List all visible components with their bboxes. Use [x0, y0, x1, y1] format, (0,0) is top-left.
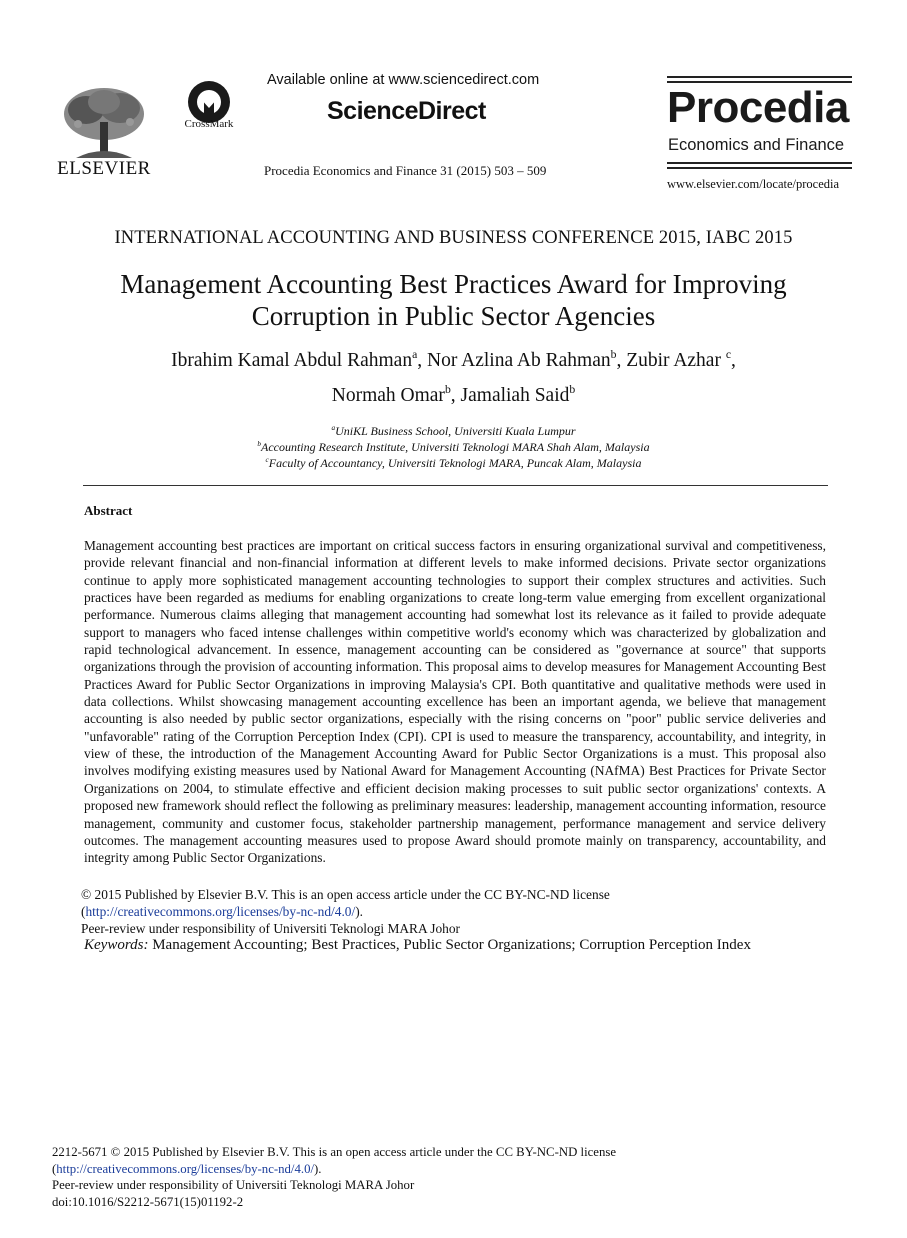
- author-2-affil: b: [610, 347, 617, 361]
- abstract-heading: Abstract: [84, 503, 133, 518]
- authors-line-2: Normah Omar$^b$, Jamaliah Said$^b$: [331, 382, 576, 406]
- keywords: [84, 937, 751, 954]
- crossmark-label: CrossMark: [184, 118, 234, 130]
- journal-reference: Procedia Economics and Finance 31 (2015) 503 – 509: [264, 163, 547, 178]
- title-line-1: Management Accounting Best Practices Award for Improving: [120, 269, 787, 299]
- author-4: Normah Omar: [331, 385, 445, 406]
- footer-link-line: (http://creativecommons.org/licenses/by-nc-nd/4.0/).: [52, 1161, 322, 1176]
- procedia-bottom-rule-2: [667, 167, 852, 169]
- peer-review-line: Peer-review under responsibility of Universiti Teknologi MARA Johor: [81, 921, 461, 936]
- affiliation-b: $^b$Accounting Research Institute, Universiti Teknologi MARA Shah Alam, Malaysia: [257, 439, 650, 454]
- procedia-top-rule-1: [667, 76, 852, 78]
- footer-peer-review: Peer-review under responsibility of Universiti Teknologi MARA Johor: [52, 1178, 415, 1192]
- affiliation-a: $^a$UniKL Business School, Universiti Kuala Lumpur: [331, 423, 576, 438]
- footer-license-link[interactable]: http://creativecommons.org/licenses/by-nc-nd/4.0/: [56, 1161, 315, 1176]
- author-4-affil: b: [444, 382, 451, 396]
- elsevier-wordmark: ELSEVIER: [57, 158, 151, 179]
- author-5-affil: b: [569, 382, 576, 396]
- procedia-bottom-rule-1: [667, 162, 852, 164]
- footer-doi[interactable]: doi:10.1016/S2212-5671(15)01192-2: [52, 1194, 244, 1209]
- author-2: Nor Azlina Ab Rahman: [427, 350, 611, 371]
- affiliations: [0, 423, 907, 471]
- author-1: Ibrahim Kamal Abdul Rahman: [171, 350, 413, 371]
- section-divider: [83, 485, 828, 486]
- authors-line-1: Ibrahim Kamal Abdul Rahman$^a$, Nor Azlina Ab Rahman$^b$, Zubir Azhar $^c$,: [171, 347, 736, 371]
- license-link-line: (http://creativecommons.org/licenses/by-nc-nd/4.0/).: [81, 904, 364, 919]
- conference-name: INTERNATIONAL ACCOUNTING AND BUSINESS CONFERENCE 2015, IABC 2015: [114, 228, 793, 248]
- paper-title: [60, 268, 847, 332]
- license-line: © 2015 Published by Elsevier B.V. This is an open access article under the CC BY-NC-ND license: [81, 887, 610, 902]
- keywords-list: Management Accounting; Best Practices, Public Sector Organizations; Corruption Perception Index: [148, 937, 751, 953]
- procedia-logo-title: Procedia: [667, 83, 849, 132]
- title-line-2: Corruption in Public Sector Agencies: [251, 301, 656, 331]
- keywords-label: Keywords:: [84, 937, 149, 953]
- author-3: Zubir Azhar: [626, 350, 726, 371]
- license-link[interactable]: http://creativecommons.org/licenses/by-nc-nd/4.0/: [85, 904, 356, 919]
- abstract-text: Management accounting best practices are important on critical success factors in ensuring organizational survival and competitiveness, provide relevant financial and non-financial information at different levels to make informed decisions. Private sector organizations continue to apply more sophisticated management accounting technologies to support their complex structures and activities. Such practices have been regarded as mediums for enabling organizations to create long-term value emerging from excellent organizational performance. Numerous claims alleging that management accounting had somewhat lost its relevance as it failed to provide adequate support to managers who faced intense challenges within competitive world's economy which was characterized by globalization and rapid technological advancement. In essence, management accounting can be considered as "governance at source" that supports organizations through the provision of accounting information. This proposal aims to develop measures for Management Accounting Best Practices Award for Public Sector Organizations in improving Malaysia's CPI. Both quantitative and qualitative methods were used in data collections. Whilst showcasing management accounting excellence has been an important agenda, we believe that management accounting is also needed by public sector organizations, especially with the rising concerns on "poor" public service deliveries and "unfavorable" rating of the Corruption Perception Index (CPI). CPI is used to measure the transparency, accountability, and integrity, in view of these, the introduction of the Management Accounting Award for Public Sector Organizations is a must. This proposal also involves modifying existing measures used by National Award for Management Accounting (NAfMA) Best Practices for Private Sector Organizations on 2004, to stimulate effective and efficient decision making processes to suit public sector organizations' contexts. A proposed new framework should reflect the following as preliminary measures: leadership, management accounting information, resource management, community and customer focus, stakeholder partnership management, performance management and service delivery outcomes. The management accounting measures used to propose Award should promote mainly on transparency, accountability, and integrity among Public Sector Organizations.: [84, 538, 826, 866]
- available-online-text: Available online at www.sciencedirect.com: [267, 72, 540, 88]
- author-5: Jamaliah Said: [460, 385, 570, 406]
- sciencedirect-logo[interactable]: ScienceDirect: [327, 97, 486, 125]
- footer: [52, 1144, 616, 1210]
- procedia-logo-subtitle: Economics and Finance: [668, 136, 845, 154]
- procedia-url[interactable]: www.elsevier.com/locate/procedia: [667, 177, 840, 191]
- author-3-affil: c: [725, 347, 732, 361]
- footer-issn-license: 2212-5671 © 2015 Published by Elsevier B.V. This is an open access article under the CC BY-NC-ND license: [52, 1145, 617, 1159]
- author-1-affil: a: [412, 347, 418, 361]
- affiliation-c: $^c$Faculty of Accountancy, Universiti Teknologi MARA, Puncak Alam, Malaysia: [265, 455, 642, 470]
- license-block: [81, 886, 610, 937]
